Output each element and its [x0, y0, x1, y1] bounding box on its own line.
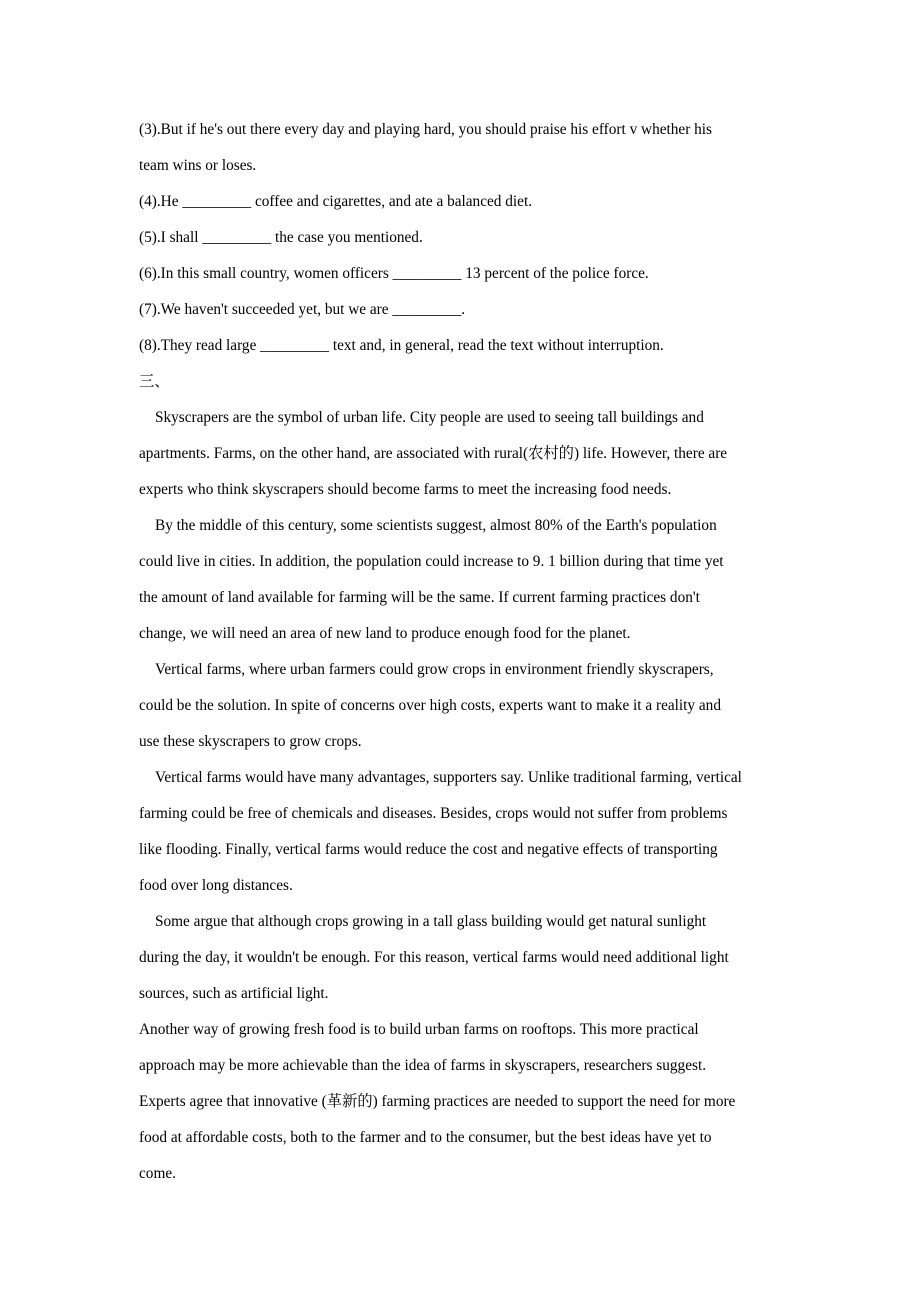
paragraph: [139, 912, 789, 1020]
paragraph-line: experts who think skyscrapers should become farms to meet the increasing food needs.: [139, 481, 672, 498]
paragraph-line: approach may be more achievable than the idea of farms in skyscrapers, researchers suggest.: [139, 1057, 707, 1074]
paragraph-line: like flooding. Finally, vertical farms would reduce the cost and negative effects of transporting: [139, 841, 718, 858]
paragraph: [139, 1020, 789, 1200]
reading-passage: [139, 408, 789, 1200]
paragraph-line: the amount of land available for farming will be the same. If current farming practices don't: [139, 589, 700, 606]
paragraph-line: By the middle of this century, some scientists suggest, almost 80% of the Earth's population: [155, 517, 717, 534]
paragraph-line: Another way of growing fresh food is to build urban farms on rooftops. This more practical: [139, 1021, 699, 1038]
paragraph-line: use these skyscrapers to grow crops.: [139, 733, 362, 750]
paragraph: [139, 516, 789, 660]
exercise-item-line: (4).He _________ coffee and cigarettes, and ate a balanced diet.: [139, 193, 533, 210]
paragraph-line: come.: [139, 1165, 176, 1182]
paragraph-line: during the day, it wouldn't be enough. For this reason, vertical farms would need additional light: [139, 949, 729, 966]
exercise-item-line: (5).I shall _________ the case you mentioned.: [139, 229, 423, 246]
paragraph-line: could be the solution. In spite of concerns over high costs, experts want to make it a reality and: [139, 697, 721, 714]
paragraph-line: could live in cities. In addition, the population could increase to 9. 1 billion during that time yet: [139, 553, 724, 570]
paragraph-line: change, we will need an area of new land to produce enough food for the planet.: [139, 625, 631, 642]
paragraph-line: farming could be free of chemicals and diseases. Besides, crops would not suffer from problems: [139, 805, 728, 822]
exercise-item-line: (3).But if he's out there every day and playing hard, you should praise his effort v whether his: [139, 121, 712, 138]
paragraph-line: Vertical farms would have many advantages, supporters say. Unlike traditional farming, vertical: [155, 769, 742, 786]
paragraph-line: sources, such as artificial light.: [139, 985, 329, 1002]
exercise-item: [139, 192, 789, 228]
paragraph-line: food at affordable costs, both to the farmer and to the consumer, but the best ideas have yet to: [139, 1129, 712, 1146]
exercise-item-line: (6).In this small country, women officers _________ 13 percent of the police force.: [139, 265, 649, 282]
exercise-items: [139, 120, 789, 372]
exercise-item: [139, 300, 789, 336]
exercise-item: [139, 264, 789, 300]
exercise-item: [139, 336, 789, 372]
document-page: [139, 120, 789, 1200]
exercise-item: [139, 228, 789, 264]
section-heading: 三、: [139, 373, 170, 390]
exercise-item-line: (8).They read large _________ text and, in general, read the text without interruption.: [139, 337, 664, 354]
exercise-item-line: (7).We haven't succeeded yet, but we are _________.: [139, 301, 466, 318]
paragraph: [139, 660, 789, 768]
paragraph-line: Skyscrapers are the symbol of urban life. City people are used to seeing tall buildings and: [155, 409, 704, 426]
paragraph-line: Experts agree that innovative (革新的) farming practices are needed to support the need for more: [139, 1093, 736, 1110]
paragraph-line: food over long distances.: [139, 877, 293, 894]
paragraph-line: Vertical farms, where urban farmers could grow crops in environment friendly skyscrapers,: [155, 661, 714, 678]
paragraph-line: Some argue that although crops growing in a tall glass building would get natural sunlight: [155, 913, 707, 930]
paragraph: [139, 408, 789, 516]
paragraph-line: apartments. Farms, on the other hand, are associated with rural(农村的) life. However, there are: [139, 445, 728, 462]
paragraph: [139, 768, 789, 912]
exercise-item: [139, 120, 789, 192]
exercise-item-line: team wins or loses.: [139, 157, 257, 174]
